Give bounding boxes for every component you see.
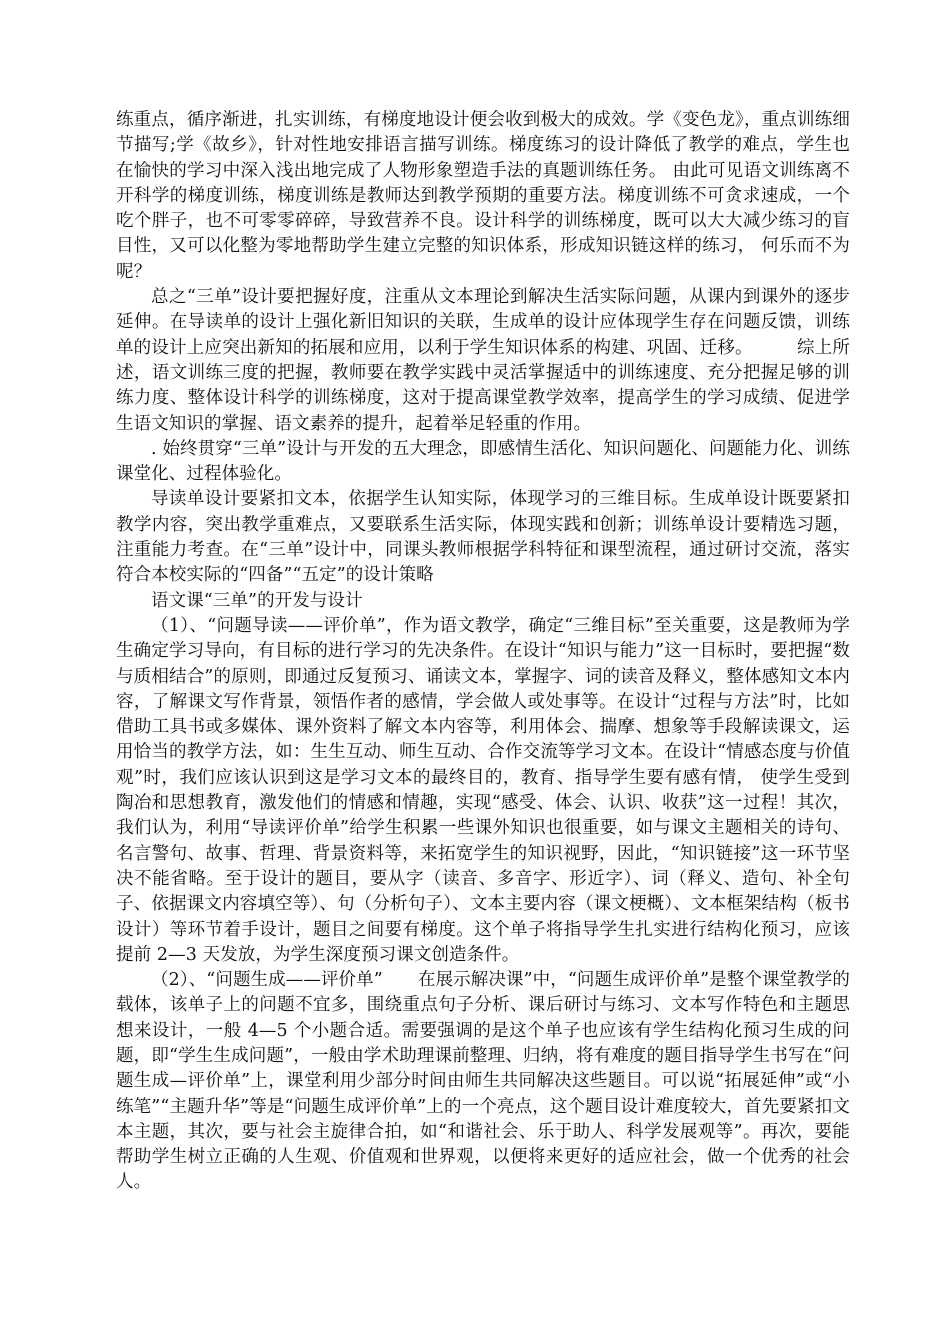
paragraph-summary: 总之“三单”设计要把握好度，注重从文本理论到解决生活实际问题，从课内到课外的逐步延伸。在导读单的设计上强化新旧知识的关联，生成单的设计应体现学生存在问题反馈，训练单的设计上应突出新知的拓展和应用，以利于学生知识体系的构建、巩固、迁移。 综上所述，语文训练三度的把握，教师要在教学实践中灵活掌握适中的训练速度、充分把握足够的训练力度、整体设计科学的训练梯度，这对于提高课堂教学效率，提高学生的学习成绩、促进学生语文知识的掌握、语文素养的提升，起着举足轻重的作用。 (116, 287, 850, 434)
paragraph-gradient-training: 练重点，循序渐进，扎实训练，有梯度地设计便会收到极大的成效。学《变色龙》，重点训练细节描写;学《故乡》，针对性地安排语言描写训练。梯度练习的设计降低了教学的难点，学生也在愉快的学习中深入浅出地完成了人物形象塑造手法的真题训练任务。 由此可见语文训练离不开科学的梯度训练，梯度训练是教师达到教学预期的重要方法。梯度训练不可贪求速成，一个吃个胖子，也不可零零碎碎，导致营养不良。设计科学的训练梯度，既可以大大减少练习的盲目性，又可以化整为零地帮助学生建立完整的知识体系，形成知识链这样的练习， 何乐而不为呢？ (116, 110, 850, 282)
paragraph-design-requirements: 导读单设计要紧扣文本，依据学生认知实际，体现学习的三维目标。生成单设计既要紧扣教学内容，突出教学重难点，又要联系生活实际，体现实践和创新；训练单设计要精选习题，注重能力考查。在“三单”设计中，同课头教师根据学科特征和课型流程，通过研讨交流，落实符合本校实际的“四备”“五定”的设计策略 (116, 489, 850, 586)
paragraph-problem-generation-sheet: （2）、“问题生成——评价单” 在展示解决课”中，“问题生成评价单”是整个课堂教学的载体，该单子上的问题不宜多，围绕重点句子分析、课后研讨与练习、文本写作特色和主题思想来设计，一般 4—5 个小题合适。需要强调的是这个单子也应该有学生结构化预习生成的问题，即“学生生成问题”，一般由学术助理课前整理、归纳，将有难度的题目指导学生书写在“问题生成—评价单”上，课堂利用少部分时间由师生共同解决这些题目。可以说“拓展延伸”或“小练笔”“主题升华”等是“问题生成评价单”上的一个亮点，这个题目设计难度较大，首先要紧扣文本主题，其次，要与社会主旋律合拍，如“和谐社会、乐于助人、科学发展观等”。再次，要能帮助学生树立正确的人生观、价值观和世界观，以便将来更好的适应社会，做一个优秀的社会人。 (116, 970, 850, 1193)
paragraph-five-concepts: . 始终贯穿“三单”设计与开发的五大理念，即感情生活化、知识问题化、问题能力化、训练课堂化、过程体验化。 (116, 438, 850, 485)
paragraph-reading-guide-sheet: （1）、“问题导读——评价单”，作为语文教学，确定“三维目标”至关重要，这是教师为学生确定学习导向，有目标的进行学习的先决条件。在设计“知识与能力”这一目标时，要把握“数与质相结合”的原则，即通过反复预习、诵读文本，掌握字、词的读音及释义，整体感知文本内容，了解课文写作背景，领悟作者的感情，学会做人或处事等。在设计“过程与方法”时，比如借助工具书或多媒体、课外资料了解文本内容等，利用体会、揣摩、想象等手段解读课文，运用恰当的教学方法，如：生生互动、师生互动、合作交流等学习文本。在设计“情感态度与价值观”时，我们应该认识到这是学习文本的最终目的，教育、指导学生要有感有情， 使学生受到陶冶和思想教育，激发他们的情感和情趣，实现“感受、体会、认识、收获”这一过程！其次，我们认为，利用“导读评价单”给学生积累一些课外知识也很重要，如与课文主题相关的诗句、名言警句、故事、哲理、背景资料等，来拓宽学生的知识视野，因此，“知识链接”这一环节坚决不能省略。至于设计的题目，要从字（读音、多音字、形近字）、词（释义、造句、补全句子、依据课文内容填空等）、句（分析句子）、文本主要内容（课文梗概）、文本框架结构（板书设计）等环节着手设计，题目之间要有梯度。这个单子将指导学生扎实进行结构化预习，应该提前 2—3 天发放，为学生深度预习课文创造条件。 (116, 615, 850, 965)
document-body (116, 108, 850, 1196)
section-heading: 语文课“三单”的开发与设计 (151, 590, 363, 611)
